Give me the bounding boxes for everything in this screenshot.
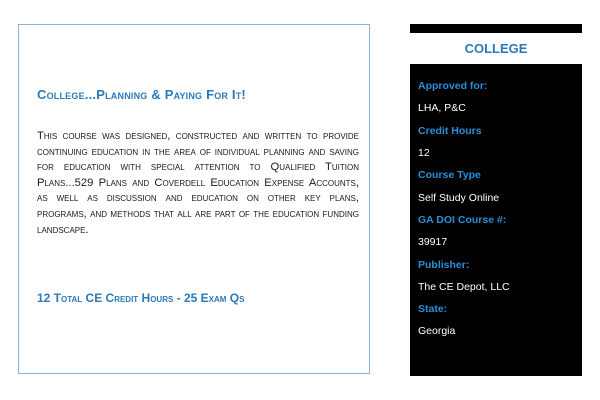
course-description: This course was designed, constructed and written to provide continuing education in the area of individual planning and saving for education with special attention to Qualified Tuition Plans...529 Plans and Coverdell Education Expense Accounts, as well as discussion and education on other key plans, programs, and methods that all are part of the education funding landscape. <box>37 130 359 236</box>
publisher-label: Publisher: <box>418 259 470 271</box>
credit-hours-summary: 12 Total CE Credit Hours - 25 Exam Qs <box>37 291 245 305</box>
course-card <box>18 24 370 374</box>
state-value: Georgia <box>418 325 456 337</box>
course-type-label: Course Type <box>418 169 481 181</box>
credit-hours-value: 12 <box>418 147 430 159</box>
state-label: State: <box>418 303 448 315</box>
sidebar-header: COLLEGE <box>410 33 582 63</box>
course-type-value: Self Study Online <box>418 192 500 204</box>
approved-for-label: Approved for: <box>418 80 488 92</box>
publisher-value: The CE Depot, LLC <box>418 281 510 293</box>
approved-for-value: LHA, P&C <box>418 102 466 114</box>
course-title: College...Planning & Paying For It! <box>37 87 246 102</box>
ga-doi-course-value: 39917 <box>418 236 448 248</box>
sidebar-top-bar <box>410 24 582 33</box>
ga-doi-course-label: GA DOI Course #: <box>418 214 507 226</box>
credit-hours-label: Credit Hours <box>418 125 482 137</box>
course-details-panel <box>410 64 582 376</box>
